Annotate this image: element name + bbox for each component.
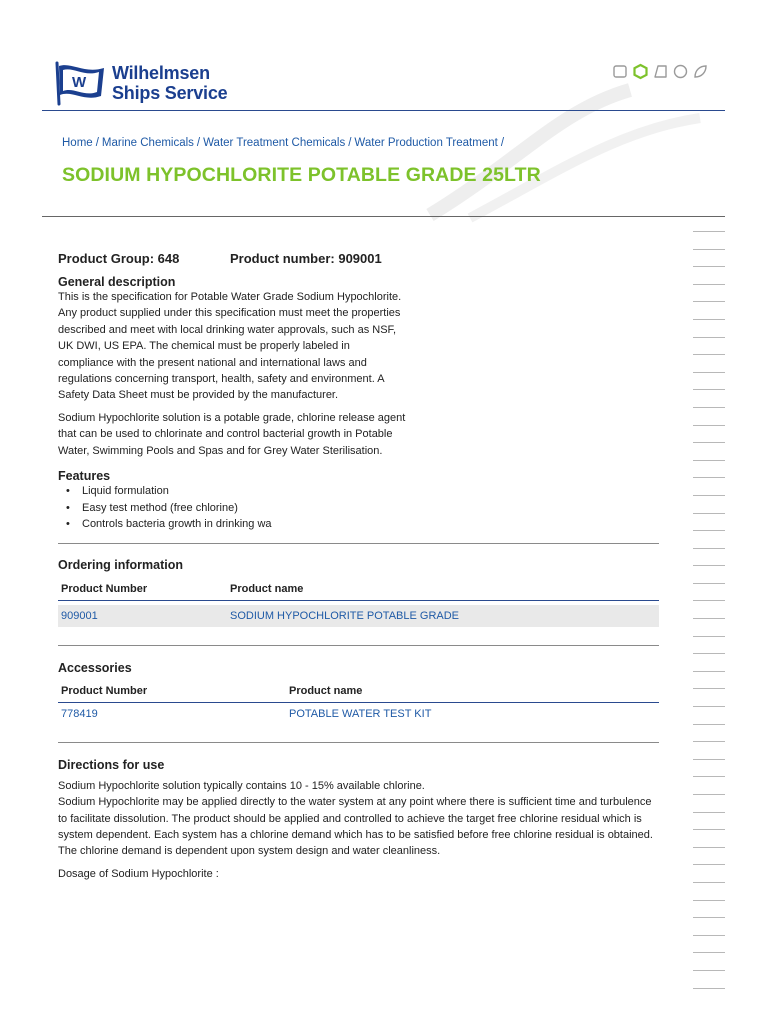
accessory-product-number[interactable]: 778419 [61,707,98,720]
features-heading: Features [58,469,111,484]
trapezoid-icon [652,63,669,80]
breadcrumb-water-treatment-chemicals[interactable]: Water Treatment Chemicals [203,137,346,149]
margin-tick [693,319,725,320]
leaf-icon [692,63,709,80]
brand-name-line1: Wilhelmsen [112,63,210,83]
circle-icon [672,63,689,80]
margin-tick [693,231,725,232]
margin-tick [693,917,725,918]
product-ids-row [58,248,659,268]
general-description-text: This is the specification for Potable Water Grade Sodium Hypochlorite. Any product supplied under this specification must meet the properties described and meet with local drinking water approvals, such as NSF, UK DWI, US EPA. The chemical must be properly labeled in compliance with the present national and international laws and regulations concerning transport, health, safety and environment. A Safety Data Sheet must be provided by the manufacturer. [58,291,402,402]
features-list [58,483,659,533]
margin-tick [693,513,725,514]
margin-tick [693,759,725,760]
breadcrumb-separator: / [348,137,352,149]
wave-watermark [0,0,768,260]
margin-tick [693,653,725,654]
margin-tick [693,460,725,461]
margin-tick [693,988,725,989]
margin-tick [693,706,725,707]
margin-tick [693,741,725,742]
margin-tick [693,970,725,971]
flag-logo-icon [54,60,110,106]
margin-tick [693,266,725,267]
breadcrumb [62,137,507,149]
accessories-table [58,680,659,725]
general-description-text-2: Sodium Hypochlorite solution is a potable grade, chlorine release agent that can be used to chlorinate and control bacterial growth in Potable Water, Swimming Pools and Spas and for Grey Water Sterilisation. [58,411,406,457]
margin-tick [693,372,725,373]
table-row[interactable] [58,703,659,725]
column-header-product-name: Product name [230,582,304,595]
margin-tick [693,882,725,883]
list-item: • Liquid formulation [58,483,659,500]
margin-tick [693,389,725,390]
margin-tick [693,688,725,689]
accessories-heading: Accessories [58,660,132,675]
directions-text: Sodium Hypochlorite solution typically contains 10 - 15% available chlorine. [58,779,425,792]
directions-heading: Directions for use [58,757,165,772]
product-number: Product number: 909001 [230,250,382,266]
margin-tick [693,935,725,936]
margin-tick [693,794,725,795]
margin-tick [693,442,725,443]
directions-text-detail: Sodium Hypochlorite may be applied directly to the water system at any point where there is sufficient time and turbulence to facilitate dissolution. The product should be applied and controlled to achieve the target free chlorine residual which is system dependent. Each system has a chlorine demand which has to be satisfied before free chlorine residual is obtained. The chlorine demand is dependent upon system design and water cleanliness. [58,796,653,858]
hexagon-icon [632,63,649,80]
margin-tick [693,618,725,619]
ordering-information-heading: Ordering information [58,557,183,572]
margin-tick [693,812,725,813]
margin-tick [693,776,725,777]
margin-tick [693,671,725,672]
breadcrumb-marine-chemicals[interactable]: Marine Chemicals [101,137,194,149]
dosage-label: Dosage of Sodium Hypochlorite : [58,867,219,880]
product-group: Product Group: 648 [58,250,180,266]
general-description-heading: General description [58,275,176,289]
flag-letter: W [72,74,87,91]
header-divider [42,110,725,111]
margin-tick [693,952,725,953]
margin-tick [693,530,725,531]
margin-tick [693,425,725,426]
margin-tick [693,407,725,408]
square-icon [612,63,629,80]
breadcrumb-water-production-treatment[interactable]: Water Production Treatment [354,137,498,149]
margin-tick [693,354,725,355]
company-logo[interactable] [54,60,227,106]
breadcrumb-separator: / [95,137,99,149]
margin-tick [693,284,725,285]
table-header-row [58,578,659,600]
margin-tick [693,724,725,725]
ordering-product-number[interactable]: 909001 [61,609,98,622]
column-header-product-name: Product name [289,684,363,697]
margin-tick [693,864,725,865]
main-content [58,248,659,882]
margin-tick [693,495,725,496]
ordering-product-name[interactable]: SODIUM HYPOCHLORITE POTABLE GRADE [230,609,460,622]
header-icon-group [612,63,709,80]
breadcrumb-home[interactable]: Home [62,137,93,149]
margin-tick [693,565,725,566]
accessory-product-name[interactable]: POTABLE WATER TEST KIT [289,707,432,720]
margin-tick [693,249,725,250]
margin-tick [693,301,725,302]
margin-tick-marks [693,231,725,1005]
margin-tick [693,829,725,830]
ordering-table [58,578,659,627]
column-header-product-number: Product Number [61,582,148,595]
list-item: • Easy test method (free chlorine) [58,500,659,517]
margin-tick [693,900,725,901]
margin-tick [693,636,725,637]
column-header-product-number: Product Number [61,684,148,697]
brand-name-line2: Ships Service [112,83,228,103]
margin-tick [693,477,725,478]
margin-tick [693,548,725,549]
margin-tick [693,583,725,584]
breadcrumb-separator: / [196,137,201,149]
list-item: • Controls bacteria growth in drinking wa [58,516,659,533]
margin-tick [693,847,725,848]
breadcrumb-separator: / [500,137,505,149]
title-divider [42,216,725,217]
table-header-row [58,680,659,702]
page-title: SODIUM HYPOCHLORITE POTABLE GRADE 25LTR [62,164,541,186]
table-row[interactable] [58,605,659,627]
margin-tick [693,600,725,601]
margin-tick [693,337,725,338]
